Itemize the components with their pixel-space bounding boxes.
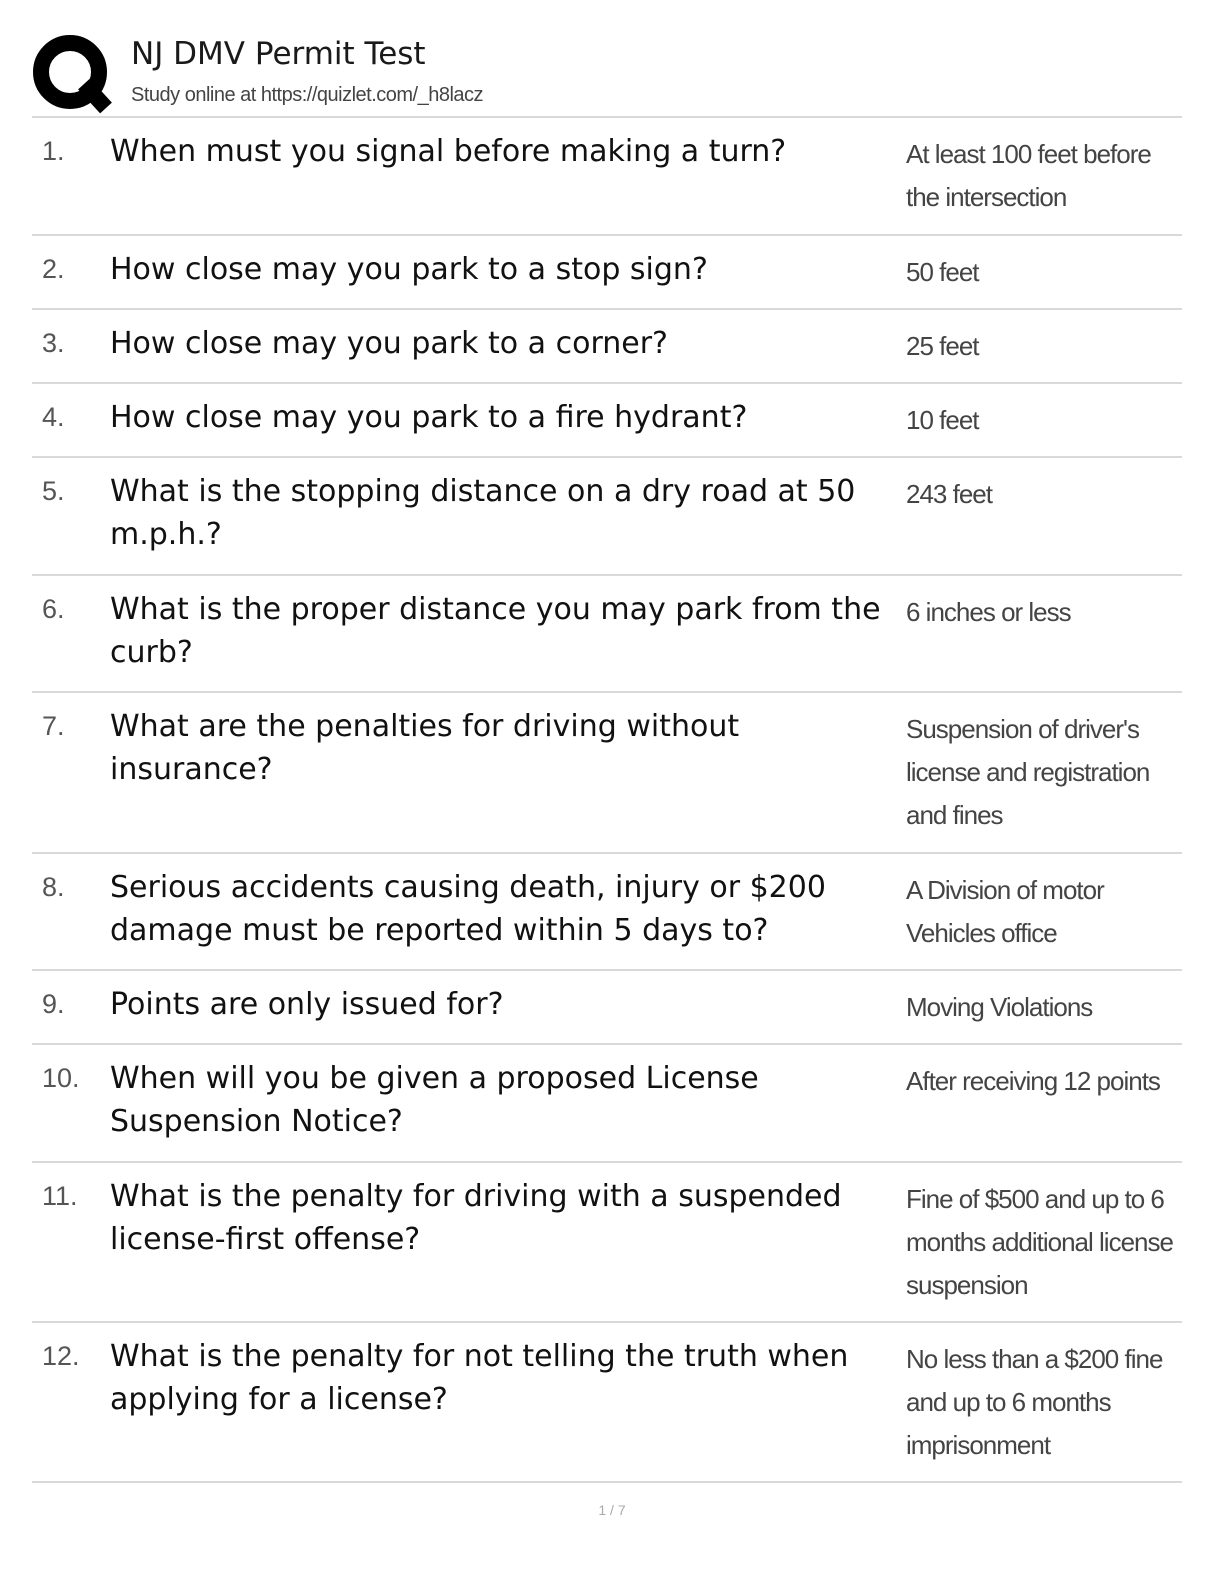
question-text: How close may you park to a stop sign?: [110, 252, 708, 287]
answer-text: A Division of motor Vehicles office: [906, 875, 1104, 948]
question-text: When must you signal before making a turn?: [110, 134, 787, 169]
answer-text: 50 feet: [906, 257, 979, 287]
item-number: 12.: [42, 1341, 80, 1371]
document-title: NJ DMV Permit Test: [131, 36, 426, 72]
study-online-link[interactable]: Study online at https://quizlet.com/_h8lacz: [131, 84, 484, 106]
question-text: How close may you park to a corner?: [110, 326, 668, 361]
qa-row: [32, 310, 1182, 384]
qa-row: [32, 458, 1182, 576]
item-number: 7.: [42, 711, 65, 741]
item-number: 9.: [42, 989, 65, 1019]
quizlet-logo-icon: [32, 34, 112, 114]
question-text: When will you be given a proposed License Suspension Notice?: [110, 1061, 759, 1139]
page-header: [32, 30, 1182, 116]
question-text: What is the penalty for not telling the truth when applying for a license?: [110, 1339, 849, 1417]
item-number: 1.: [42, 136, 65, 166]
item-number: 4.: [42, 402, 65, 432]
answer-text: 25 feet: [906, 331, 979, 361]
question-text: How close may you park to a fire hydrant?: [110, 400, 748, 435]
item-number: 5.: [42, 476, 65, 506]
qa-row: [32, 236, 1182, 310]
qa-row: [32, 384, 1182, 458]
item-number: 11.: [42, 1181, 78, 1211]
answer-text: No less than a $200 fine and up to 6 months imprisonment: [906, 1344, 1163, 1460]
answer-text: Fine of $500 and up to 6 months additional license suspension: [906, 1184, 1173, 1300]
question-text: What is the stopping distance on a dry road at 50 m.p.h.?: [110, 474, 856, 552]
answer-text: 6 inches or less: [906, 597, 1071, 627]
qa-row: [32, 118, 1182, 236]
answer-text: Moving Violations: [906, 992, 1093, 1022]
qa-row: [32, 693, 1182, 854]
question-text: What is the penalty for driving with a suspended license-first offense?: [110, 1179, 842, 1257]
item-number: 3.: [42, 328, 65, 358]
answer-text: 243 feet: [906, 479, 992, 509]
qa-row: [32, 971, 1182, 1045]
page-number: 1 / 7: [598, 1502, 626, 1518]
qa-row: [32, 576, 1182, 693]
item-number: 8.: [42, 872, 65, 902]
qa-row: [32, 854, 1182, 971]
answer-text: 10 feet: [906, 405, 979, 435]
question-text: Points are only issued for?: [110, 987, 504, 1022]
qa-row: [32, 1163, 1182, 1323]
item-number: 10.: [42, 1063, 80, 1093]
qa-row: [32, 1045, 1182, 1163]
qa-list: [32, 116, 1182, 1483]
answer-text: At least 100 feet before the intersection: [906, 139, 1151, 212]
item-number: 6.: [42, 594, 65, 624]
item-number: 2.: [42, 254, 65, 284]
question-text: What are the penalties for driving without insurance?: [110, 709, 740, 787]
answer-text: After receiving 12 points: [906, 1066, 1160, 1096]
question-text: Serious accidents causing death, injury or $200 damage must be reported within 5 days to?: [110, 870, 826, 948]
question-text: What is the proper distance you may park from the curb?: [110, 592, 881, 670]
qa-row: [32, 1323, 1182, 1483]
answer-text: Suspension of driver's license and registration and fines: [906, 714, 1150, 830]
